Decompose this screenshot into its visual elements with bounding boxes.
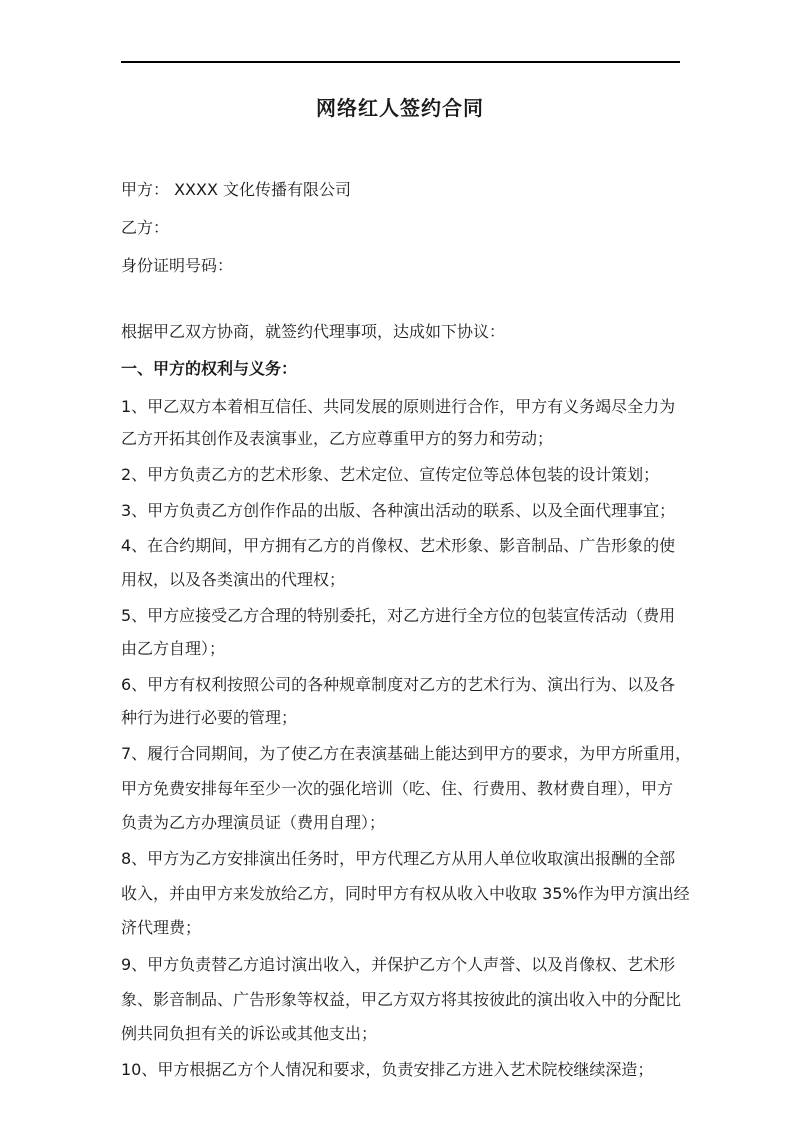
clause-5-line-2: 由乙方自理）； <box>121 639 226 658</box>
clause-10-line-1: 10、甲方根据乙方个人情况和要求，负责安排乙方进入艺术院校继续深造； <box>121 1060 654 1079</box>
clause-6-line-1: 6、甲方有权利按照公司的各种规章制度对乙方的艺术行为、演出行为、以及各 <box>121 675 676 694</box>
clause-9-line-2: 象、影音制品、广告形象等权益，甲乙方双方将其按彼此的演出收入中的分配比 <box>121 990 682 1009</box>
clause-7-line-3: 负责为乙方办理演员证（费用自理）； <box>121 813 386 832</box>
clause-5-line-1: 5、甲方应接受乙方合理的特别委托，对乙方进行全方位的包装宣传活动（费用 <box>121 606 676 625</box>
clause-7-line-2: 甲方免费安排每年至少一次的强化培训（吃、住、行费用、教材费自理），甲方 <box>121 779 674 798</box>
document-title: 网络红人签约合同 <box>316 96 484 120</box>
clause-4-line-2: 用权，以及各类演出的代理权； <box>121 570 346 589</box>
clause-8-line-3: 济代理费； <box>121 918 202 937</box>
header-rule <box>121 61 680 63</box>
clause-8-line-1: 8、甲方为乙方安排演出任务时，甲方代理乙方从用人单位收取演出报酬的全部 <box>121 849 676 868</box>
clause-6-line-2: 种行为进行必要的管理； <box>121 708 298 727</box>
clause-4-line-1: 4、在合约期间，甲方拥有乙方的肖像权、艺术形象、影音制品、广告形象的使 <box>121 536 676 555</box>
party-a-line: 甲方： XXXX 文化传播有限公司 <box>121 180 352 199</box>
id-number-line: 身份证明号码： <box>121 256 234 275</box>
section-heading: 一、甲方的权利与义务： <box>121 359 298 378</box>
clause-9-line-3: 例共同负担有关的诉讼或其他支出； <box>121 1024 378 1043</box>
clause-1-line-2: 乙方开拓其创作及表演事业，乙方应尊重甲方的努力和劳动； <box>121 429 554 448</box>
clause-3-line-1: 3、甲方负责乙方创作作品的出版、各种演出活动的联系、以及全面代理事宜； <box>121 501 676 520</box>
clause-8-line-2: 收入，并由甲方来发放给乙方，同时甲方有权从收入中收取 35%作为甲方演出经 <box>121 884 690 903</box>
clause-2-line-1: 2、甲方负责乙方的艺术形象、艺术定位、宣传定位等总体包装的设计策划； <box>121 465 660 484</box>
intro-paragraph: 根据甲乙双方协商，就签约代理事项，达成如下协议： <box>121 322 506 341</box>
clause-9-line-1: 9、甲方负责替乙方追讨演出收入，并保护乙方个人声誉、以及肖像权、艺术形 <box>121 955 676 974</box>
party-b-line: 乙方： <box>121 218 170 237</box>
clause-1-line-1: 1、甲乙双方本着相互信任、共同发展的原则进行合作，甲方有义务竭尽全力为 <box>121 397 676 416</box>
clause-7-line-1: 7、履行合同期间，为了使乙方在表演基础上能达到甲方的要求，为甲方所重用， <box>121 744 692 763</box>
